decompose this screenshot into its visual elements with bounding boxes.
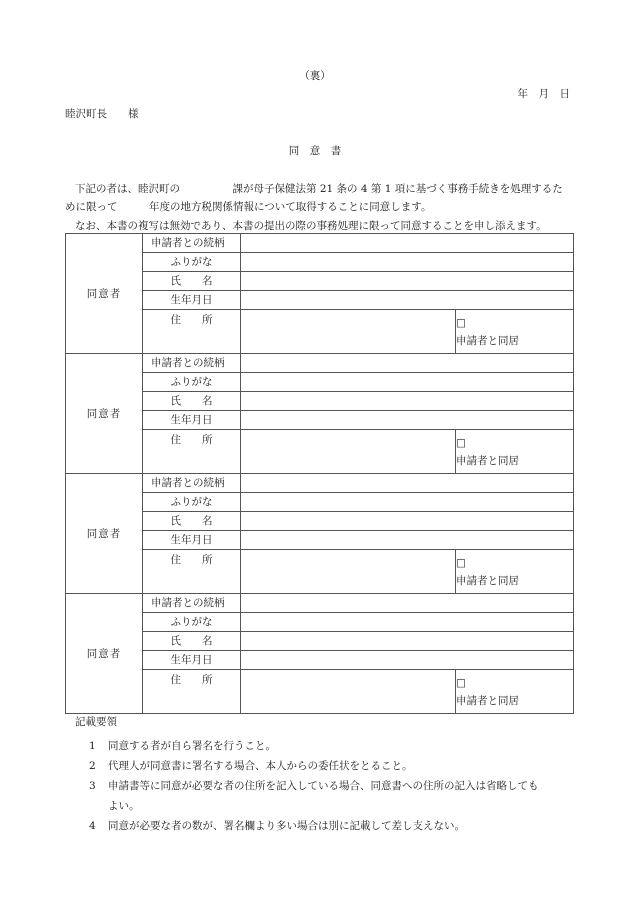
consent-form-table <box>65 233 574 714</box>
consenter-category-label: 同意者 <box>66 234 143 354</box>
dob-input[interactable] <box>241 531 574 550</box>
consent-block-2-dob-row <box>66 411 574 430</box>
address-label: 住 所 <box>143 670 241 714</box>
same-residence-label: 申請者と同居 <box>456 694 519 707</box>
consenter-category-label: 同意者 <box>66 594 143 714</box>
consent-block-3-relation-row <box>66 474 574 493</box>
instruction-text: よい。 <box>108 800 140 812</box>
consent-block-3-address-row <box>66 550 574 594</box>
name-label: 氏 名 <box>143 272 241 291</box>
same-residence-label: 申請者と同居 <box>456 454 519 467</box>
consent-block-2-name-row <box>66 392 574 411</box>
consent-block-4-furigana-row <box>66 613 574 632</box>
consent-block-2-relation-row <box>66 354 574 373</box>
name-label: 氏 名 <box>143 512 241 531</box>
name-label: 氏 名 <box>143 632 241 651</box>
instruction-number: 3 <box>89 780 96 792</box>
same-residence-checkbox[interactable]: □ <box>456 436 466 449</box>
body-text-line-3: なお、本書の複写は無効であり、本書の提出の際の事務処理に限って同意することを申し添えます。 <box>75 220 547 232</box>
furigana-input[interactable] <box>241 613 574 632</box>
address-input[interactable] <box>241 430 456 474</box>
instruction-number: 1 <box>89 740 96 752</box>
relation-label: 申請者との続柄 <box>143 474 241 493</box>
address-input[interactable] <box>241 310 456 354</box>
consent-block-3-furigana-row <box>66 493 574 512</box>
dob-label: 生年月日 <box>143 651 241 670</box>
dob-label: 生年月日 <box>143 411 241 430</box>
consent-block-2-address-row <box>66 430 574 474</box>
consent-block-1-relation-row <box>66 234 574 253</box>
instruction-item <box>75 816 575 836</box>
consent-block-1-address-row <box>66 310 574 354</box>
address-label: 住 所 <box>143 430 241 474</box>
same-residence-checkbox[interactable]: □ <box>456 556 466 569</box>
dob-input[interactable] <box>241 651 574 670</box>
instruction-text: 同意が必要な者の数が、署名欄より多い場合は別に記載して差し支えない。 <box>108 820 465 832</box>
furigana-label: ふりがな <box>143 613 241 632</box>
instruction-item <box>75 736 575 756</box>
same-residence-box[interactable] <box>456 430 574 474</box>
consenter-category-label: 同意者 <box>66 354 143 474</box>
relation-input[interactable] <box>241 234 574 253</box>
date-field: 年 月 日 <box>517 88 570 100</box>
same-residence-checkbox[interactable]: □ <box>456 316 466 329</box>
consent-block-2-furigana-row <box>66 373 574 392</box>
furigana-input[interactable] <box>241 253 574 272</box>
instruction-item <box>75 796 575 816</box>
same-residence-box[interactable] <box>456 550 574 594</box>
instructions-title: 記載要領 <box>75 716 117 728</box>
instruction-text: 代理人が同意書に署名する場合、本人からの委任状をとること。 <box>108 760 413 772</box>
name-input[interactable] <box>241 512 574 531</box>
consenter-category-label: 同意者 <box>66 474 143 594</box>
same-residence-checkbox[interactable]: □ <box>456 676 466 689</box>
consent-block-4-address-row <box>66 670 574 714</box>
instruction-item <box>75 756 575 776</box>
instruction-number: 2 <box>89 760 96 772</box>
consent-block-3-name-row <box>66 512 574 531</box>
side-label: （裏） <box>299 70 331 82</box>
furigana-label: ふりがな <box>143 493 241 512</box>
consent-block-4-name-row <box>66 632 574 651</box>
instruction-item <box>75 776 575 796</box>
addressee: 睦沢町長 様 <box>65 108 139 120</box>
address-input[interactable] <box>241 670 456 714</box>
dob-label: 生年月日 <box>143 531 241 550</box>
relation-input[interactable] <box>241 594 574 613</box>
name-label: 氏 名 <box>143 392 241 411</box>
address-label: 住 所 <box>143 310 241 354</box>
instruction-text: 同意する者が自ら署名を行うこと。 <box>108 740 276 752</box>
consent-block-1-furigana-row <box>66 253 574 272</box>
name-input[interactable] <box>241 392 574 411</box>
furigana-label: ふりがな <box>143 373 241 392</box>
furigana-label: ふりがな <box>143 253 241 272</box>
same-residence-box[interactable] <box>456 310 574 354</box>
same-residence-label: 申請者と同居 <box>456 334 519 347</box>
relation-label: 申請者との続柄 <box>143 354 241 373</box>
consent-block-4-dob-row <box>66 651 574 670</box>
name-input[interactable] <box>241 632 574 651</box>
body-text-line-2: めに限って 年度の地方税関係情報について取得することに同意します。 <box>65 201 432 213</box>
dob-input[interactable] <box>241 291 574 310</box>
consent-block-3-dob-row <box>66 531 574 550</box>
same-residence-box[interactable] <box>456 670 574 714</box>
name-input[interactable] <box>241 272 574 291</box>
relation-input[interactable] <box>241 354 574 373</box>
instruction-text: 申請書等に同意が必要な者の住所を記入している場合、同意書への住所の記入は省略しても <box>108 780 539 792</box>
instruction-number: 4 <box>89 820 96 832</box>
relation-label: 申請者との続柄 <box>143 594 241 613</box>
dob-label: 生年月日 <box>143 291 241 310</box>
consent-block-4-relation-row <box>66 594 574 613</box>
address-label: 住 所 <box>143 550 241 594</box>
document-title: 同 意 書 <box>288 145 342 157</box>
same-residence-label: 申請者と同居 <box>456 574 519 587</box>
instructions-section <box>75 714 575 836</box>
address-input[interactable] <box>241 550 456 594</box>
consent-block-1-dob-row <box>66 291 574 310</box>
body-text-line-1: 下記の者は、睦沢町の 課が母子保健法第 21 条の 4 第 1 項に基づく事務手続きを処理するた <box>75 183 563 195</box>
dob-input[interactable] <box>241 411 574 430</box>
relation-label: 申請者との続柄 <box>143 234 241 253</box>
consent-block-1-name-row <box>66 272 574 291</box>
furigana-input[interactable] <box>241 493 574 512</box>
relation-input[interactable] <box>241 474 574 493</box>
furigana-input[interactable] <box>241 373 574 392</box>
